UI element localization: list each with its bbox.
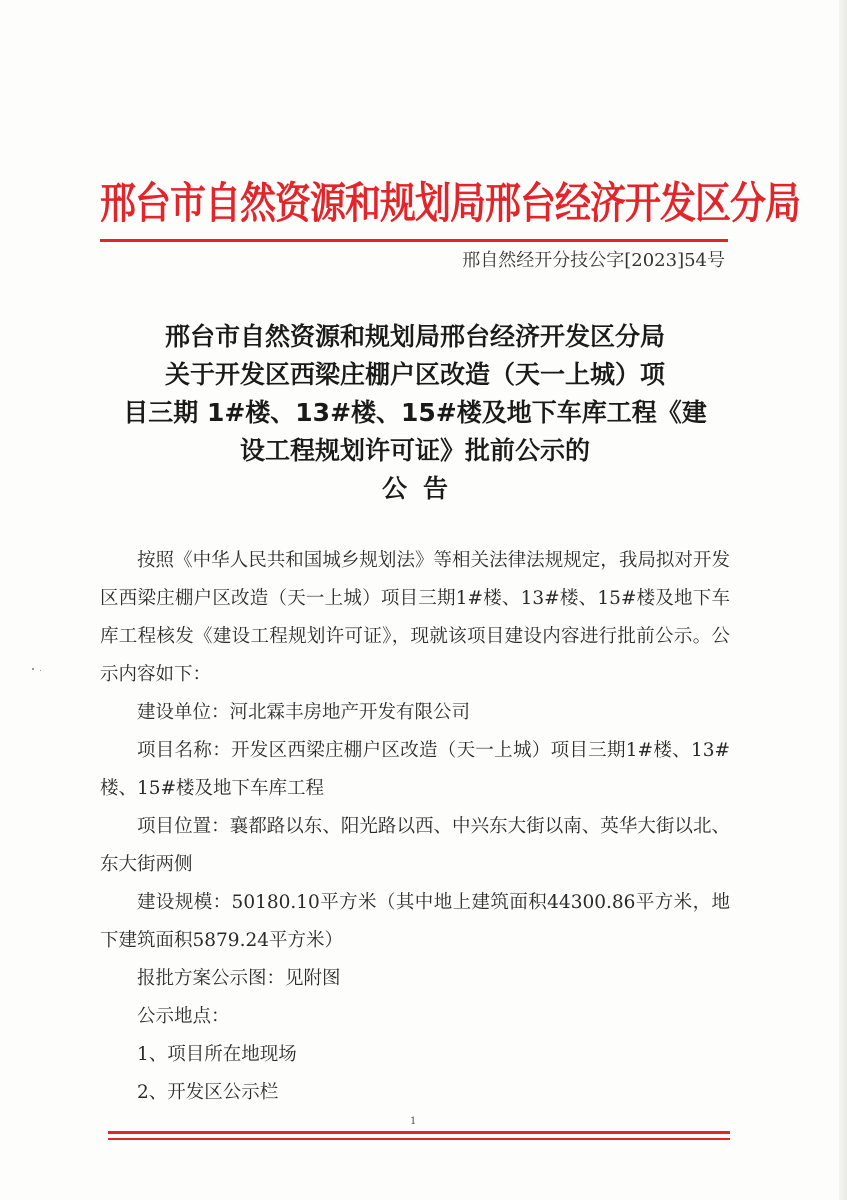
body-intro-paragraph: 按照《中华人民共和国城乡规划法》等相关法律法规规定，我局拟对开发区西梁庄棚户区改造（天一上城）项目三期1#楼、13#楼、15#楼及地下车库工程核发《建设工程规划许可证》，现就该项目建设内容进行批前公示。公示内容如下： xyxy=(100,550,730,685)
page-number: 1 xyxy=(410,1116,417,1127)
body-project-location: 项目位置：襄都路以东、阳光路以西、中兴东大街以南、英华大街以北、东大街两侧 xyxy=(100,816,730,875)
notice-title-line-3: 目三期 1#楼、13#楼、15#楼及地下车库工程《建 xyxy=(123,398,707,427)
notice-title-announcement: 公告 xyxy=(381,474,464,503)
scan-speck xyxy=(32,668,34,670)
footer-red-rule-thick xyxy=(108,1131,730,1134)
body-construction-scale: 建设规模：50180.10平方米（其中地上建筑面积44300.86平方米，地下建筑面积5879.24平方米） xyxy=(100,892,730,951)
scan-speck xyxy=(40,670,41,671)
body-plan-drawing: 报批方案公示图：见附图 xyxy=(137,968,341,989)
body-places-label: 公示地点： xyxy=(137,1006,230,1027)
document-number: 邢自然经开分技公字[2023]54号 xyxy=(462,250,725,271)
footer-red-rule-thin xyxy=(108,1138,730,1140)
body-place-2: 2、开发区公示栏 xyxy=(137,1082,279,1103)
notice-title xyxy=(100,318,730,508)
agency-red-header: 邢台市自然资源和规划局邢台经济开发区分局 xyxy=(100,178,801,229)
header-red-rule xyxy=(100,239,728,242)
notice-title-line-4: 设工程规划许可证》批前公示的 xyxy=(239,436,590,465)
notice-title-line-1: 邢台市自然资源和规划局邢台经济开发区分局 xyxy=(164,322,665,351)
body-place-1: 1、项目所在地现场 xyxy=(137,1044,297,1065)
page-edge-shadow xyxy=(839,0,847,1200)
body-construction-unit: 建设单位：河北霖丰房地产开发有限公司 xyxy=(137,702,471,723)
notice-title-line-2: 关于开发区西梁庄棚户区改造（天一上城）项 xyxy=(164,360,665,389)
notice-body xyxy=(100,542,730,1112)
body-project-name: 项目名称：开发区西梁庄棚户区改造（天一上城）项目三期1#楼、13#楼、15#楼及地下车库工程 xyxy=(100,740,730,799)
